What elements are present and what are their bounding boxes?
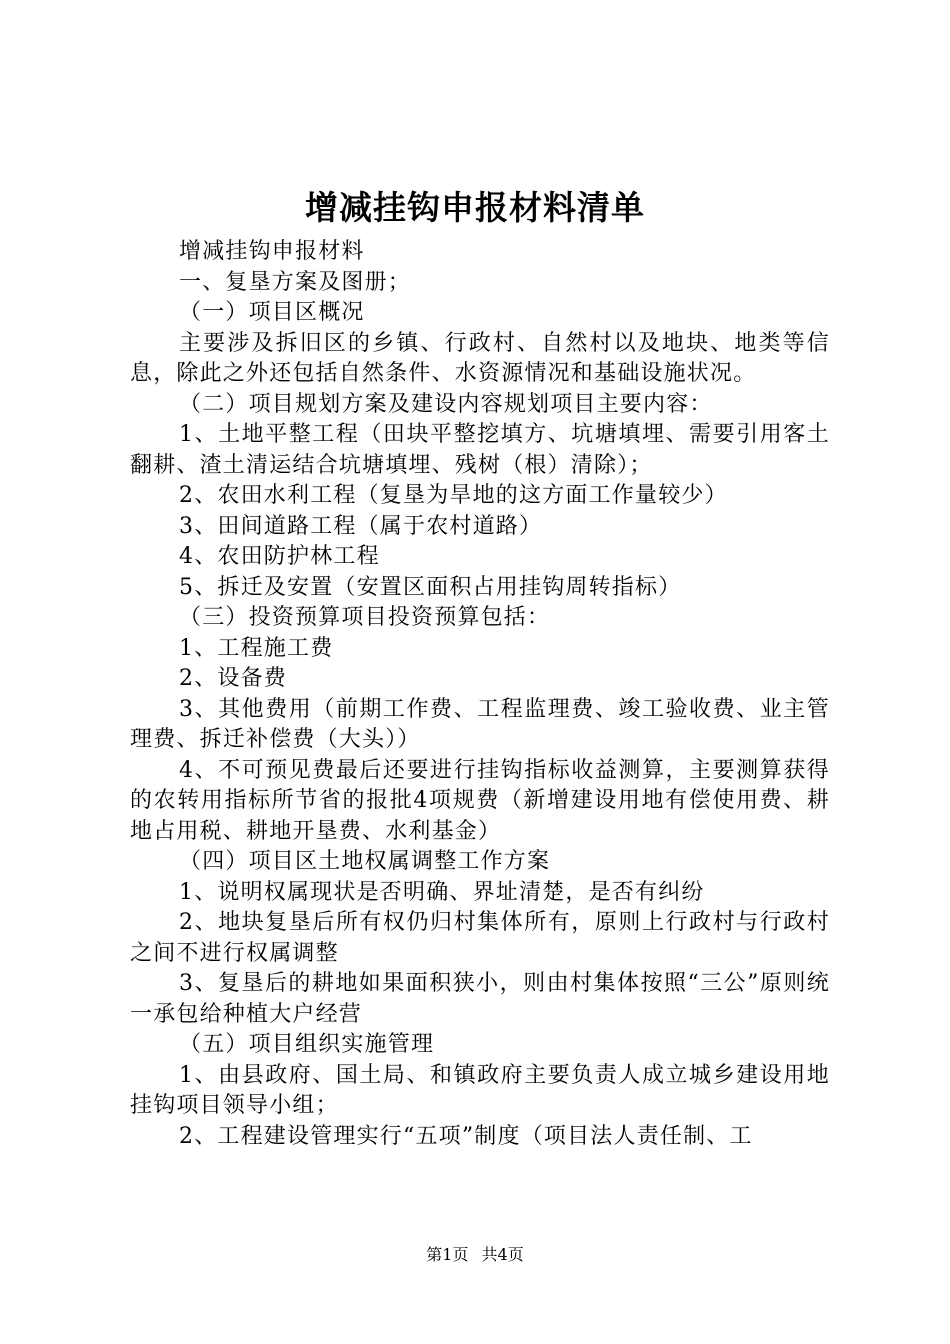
paragraph: 1、工程施工费 bbox=[179, 635, 334, 661]
paragraph: （二）项目规划方案及建设内容规划项目主要内容： bbox=[179, 391, 713, 417]
document-body bbox=[130, 237, 830, 1152]
page-number: 第1页 bbox=[426, 1245, 469, 1264]
paragraph: （一）项目区概况 bbox=[179, 300, 365, 325]
paragraph: 1、土地平整工程（田块平整挖填方、坑塘填埋、需要引用客土翻耕、渣土清运结合坑塘填埋、残树（根）清除）； bbox=[130, 422, 830, 478]
paragraph: 2、地块复垦后所有权仍归村集体所有，原则上行政村与行政村之间不进行权属调整 bbox=[130, 910, 830, 966]
paragraph: 4、不可预见费最后还要进行挂钩指标收益测算，主要测算获得的农转用指标所节省的报批4项规费（新增建设用地有偿使用费、耕地占用税、耕地开垦费、水利基金） bbox=[130, 757, 830, 844]
paragraph: 主要涉及拆旧区的乡镇、行政村、自然村以及地块、地类等信息，除此之外还包括自然条件、水资源情况和基础设施状况。 bbox=[130, 330, 830, 386]
paragraph: 3、复垦后的耕地如果面积狭小，则由村集体按照“三公”原则统一承包给种植大户经营 bbox=[130, 971, 830, 1027]
page-footer bbox=[0, 1244, 950, 1266]
page-count: 共4页 bbox=[481, 1245, 524, 1264]
paragraph: 1、由县政府、国土局、和镇政府主要负责人成立城乡建设用地挂钩项目领导小组； bbox=[130, 1062, 830, 1118]
paragraph: 3、其他费用（前期工作费、工程监理费、竣工验收费、业主管理费、拆迁补偿费（大头）） bbox=[130, 696, 830, 752]
paragraph: 2、设备费 bbox=[179, 666, 287, 691]
paragraph: 增减挂钩申报材料 bbox=[179, 239, 365, 264]
paragraph: 5、拆迁及安置（安置区面积占用挂钩周转指标） bbox=[179, 574, 682, 600]
paragraph: 4、农田防护林工程 bbox=[179, 544, 380, 569]
paragraph: （五）项目组织实施管理 bbox=[179, 1032, 435, 1057]
paragraph: （四）项目区土地权属调整工作方案 bbox=[179, 849, 551, 874]
paragraph: 1、说明权属现状是否明确、界址清楚，是否有纠纷 bbox=[179, 879, 705, 905]
paragraph: 3、田间道路工程（属于农村道路） bbox=[179, 513, 543, 539]
paragraph: （三）投资预算项目投资预算包括： bbox=[179, 605, 551, 630]
paragraph: 一、复垦方案及图册； bbox=[179, 269, 412, 295]
paragraph: 2、农田水利工程（复垦为旱地的这方面工作量较少） bbox=[179, 483, 728, 508]
paragraph: 2、工程建设管理实行“五项”制度（项目法人责任制、工 bbox=[179, 1123, 753, 1149]
document-title: 增减挂钩申报材料清单 bbox=[305, 188, 645, 227]
